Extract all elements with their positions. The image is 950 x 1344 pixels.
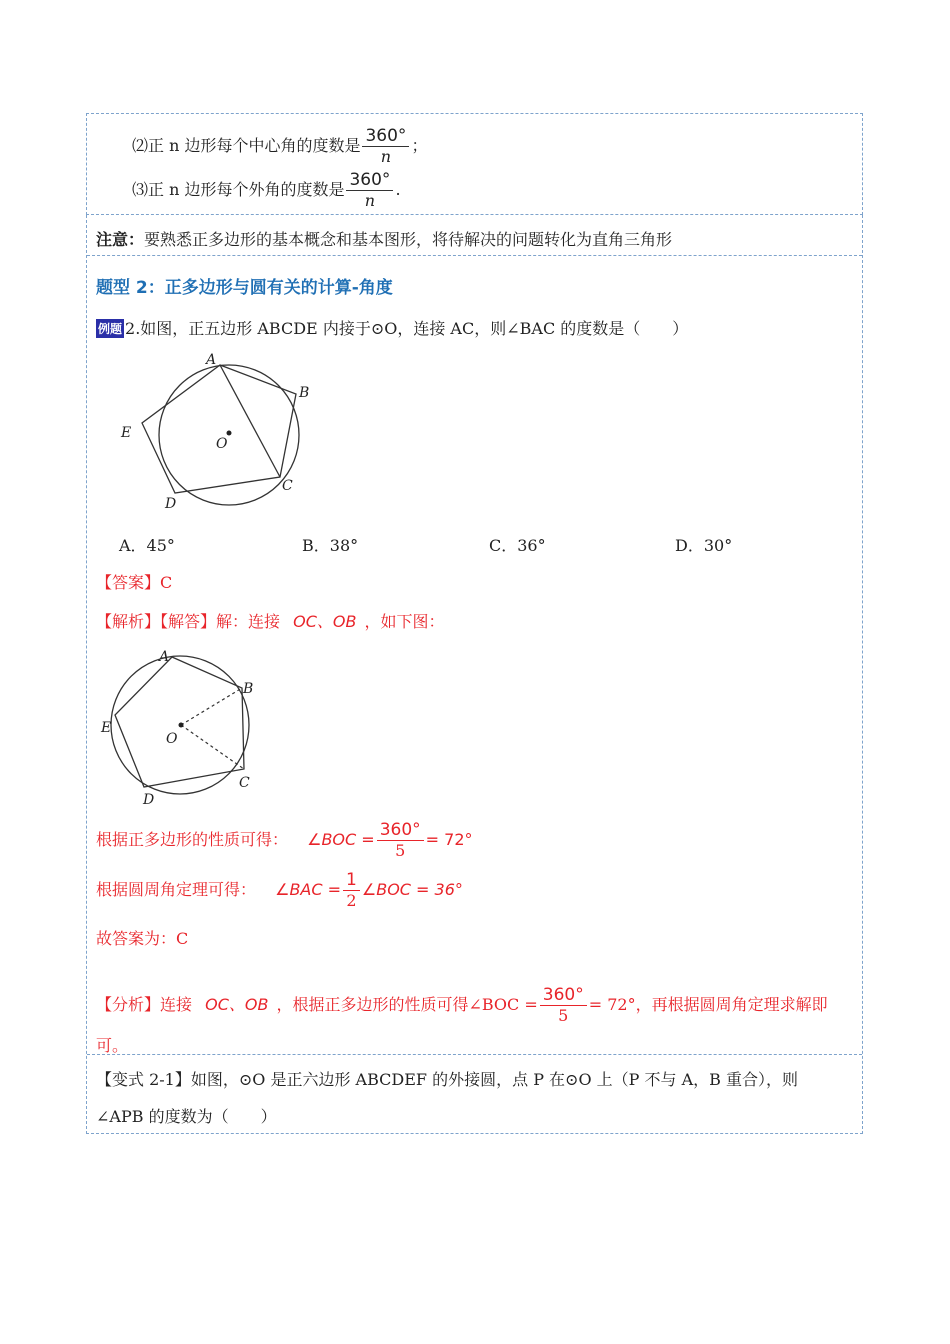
label-o: O [166,731,178,747]
variant-line-1: 【变式 2-1】如图，⊙O 是正六边形 ABCDEF 的外接圆，点 P 在⊙O 上（P 不与 A，B 重合），则 [96,1070,798,1089]
analysis-conclusion: 故答案为：C [96,929,189,948]
center-point [179,723,184,728]
label-d: D [165,496,177,510]
label-o: O [216,436,228,452]
example-question: 例题 2.如图，正五边形 ABCDE 内接于⊙O，连接 AC，则∠BAC 的度数是（ ） [98,319,689,338]
fraction-360-over-n: $\frac{360^\circ}{n}$ [362,126,409,167]
label-c: C [239,775,250,791]
fraction-360-over-5: $\frac{360^\circ}{5}$ [377,820,424,861]
analysis-header: 【解析】【解答】解：连接 OC、OB ，如下图： [96,612,445,631]
formula-item-2: ⑵正 n 边形每个中心角的度数是 $\frac{360^\circ}{n}$ ； [132,126,428,166]
pentagon [115,657,244,787]
pentagon-figure-1 [115,350,315,510]
fraction-360-over-n: $\frac{360^\circ}{n}$ [346,170,393,211]
pentagon [142,365,296,493]
formula-box [86,113,863,215]
label-a: A [159,649,170,665]
divider [87,1054,862,1055]
fenxi-line-1: 【分析】连接 OC、OB ，根据正多边形的性质可得∠BOC = $\frac{360^\circ}{5}$ = 72°，再根据圆周角定理求解即 [96,985,828,1025]
fenxi-line-2: 可。 [96,1036,129,1055]
fraction-1-over-2: $\frac{1}{2}$ [343,870,360,911]
fraction-360-over-5: $\frac{360^\circ}{5}$ [540,985,587,1026]
variant-line-2: ∠APB 的度数为（ ） [96,1107,277,1126]
center-point [227,431,232,436]
label-a: A [206,352,217,368]
note-line: 注意：要熟悉正多边形的基本概念和基本图形，将待解决的问题转化为直角三角形 [96,230,673,249]
option-c: C．36° [489,536,546,555]
label-d: D [143,792,155,808]
answer-line: 【答案】C [96,573,173,592]
analysis-line-1: 根据正多边形的性质可得： ∠BOC = $\frac{360^\circ}{5}$ = 72° [96,820,473,860]
label-b: B [299,385,310,401]
option-b: B．38° [302,536,359,555]
divider [87,255,862,256]
example-badge: 例题 [96,319,124,338]
main-box [86,215,863,1134]
segment-oc [181,725,244,769]
label-c: C [282,478,293,494]
segment-ob [181,688,242,725]
pentagon-figure-2 [95,645,295,815]
label-e: E [121,425,132,441]
segment-ac [220,365,280,477]
label-e: E [101,720,112,736]
option-d: D．30° [675,536,733,555]
label-b: B [243,681,254,697]
section-title: 题型 2：正多边形与圆有关的计算-角度 [96,278,393,298]
formula-item-3: ⑶正 n 边形每个外角的度数是 $\frac{360^\circ}{n}$ . [132,170,401,210]
analysis-line-2: 根据圆周角定理可得： ∠BAC = $\frac{1}{2}$ ∠BOC = 36° [96,870,463,910]
option-a: A．45° [119,536,175,555]
